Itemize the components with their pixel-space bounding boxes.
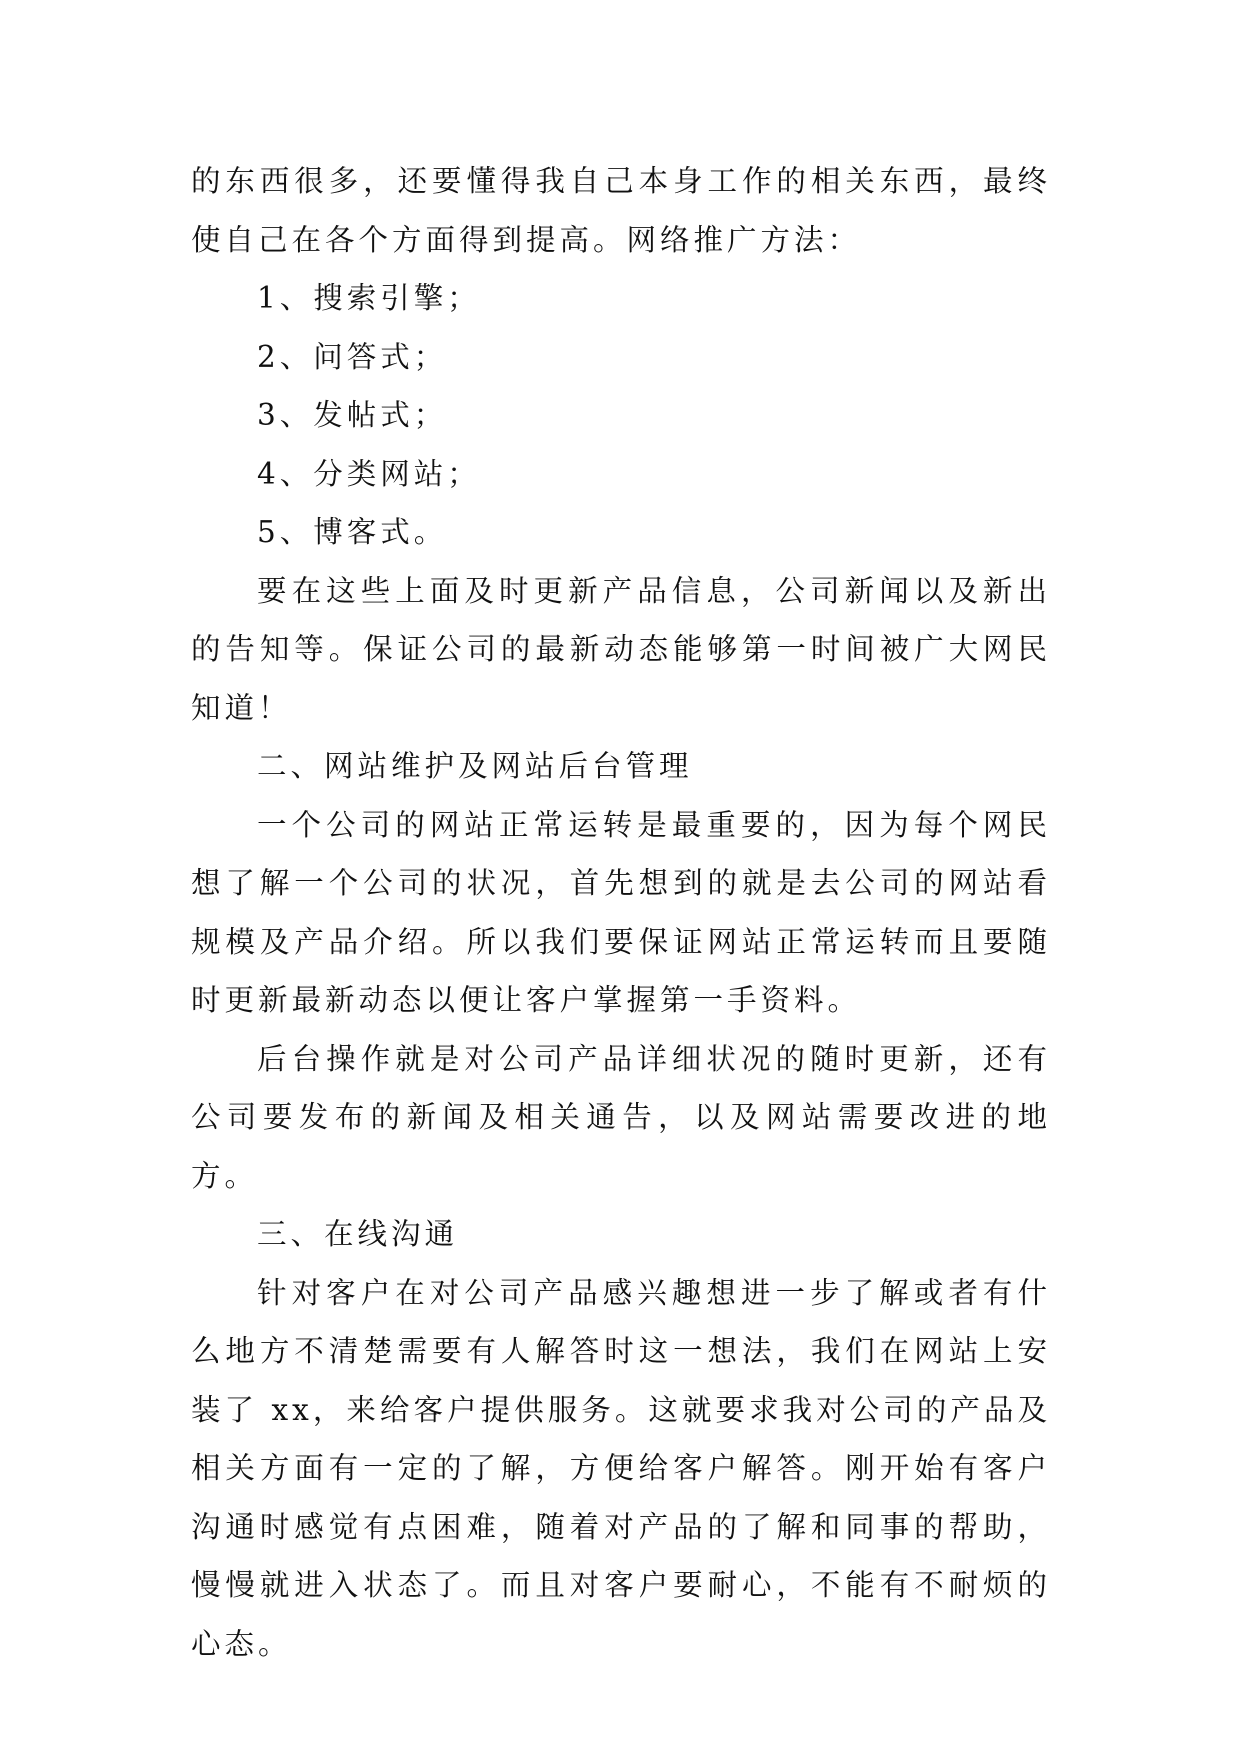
paragraph-website-operation: 一个公司的网站正常运转是最重要的，因为每个网民想了解一个公司的状况，首先想到的就是去公司的网站看规模及产品介绍。所以我们要保证网站正常运转而且要随时更新最新动态以便让客户掌握第一手资料。 [191, 807, 1051, 1017]
list-item-search-engine: 1、搜索引擎； [257, 281, 481, 315]
list-item-posting: 3、发帖式； [257, 398, 448, 432]
paragraph-customer-service: 针对客户在对公司产品感兴趣想进一步了解或者有什么地方不清楚需要有人解答时这一想法，我们在网站上安装了 xx，来给客户提供服务。这就要求我对公司的产品及相关方面有一定的了解，方便给客户解答。刚开始有客户沟通时感觉有点困难，随着对产品的了解和同事的帮助，慢慢就进入状态了。而且对客户要耐心，不能有不耐烦的心态。 [191, 1275, 1051, 1661]
paragraph-continuation: 的东西很多，还要懂得我自己本身工作的相关东西，最终使自己在各个方面得到提高。网络推广方法： [191, 164, 1051, 257]
paragraph-backend-operation: 后台操作就是对公司产品详细状况的随时更新，还有公司要发布的新闻及相关通告，以及网站需要改进的地方。 [191, 1041, 1051, 1193]
paragraph-update-info: 要在这些上面及时更新产品信息，公司新闻以及新出的告知等。保证公司的最新动态能够第一时间被广大网民知道！ [191, 573, 1051, 725]
list-item-classified-sites: 4、分类网站； [257, 456, 481, 491]
list-item-qa: 2、问答式； [257, 339, 448, 374]
list-item-blog: 5、博客式。 [257, 515, 448, 549]
document-body [191, 152, 1051, 1673]
section-heading-website-maintenance: 二、网站维护及网站后台管理 [257, 749, 693, 783]
section-heading-online-communication: 三、在线沟通 [257, 1217, 459, 1251]
